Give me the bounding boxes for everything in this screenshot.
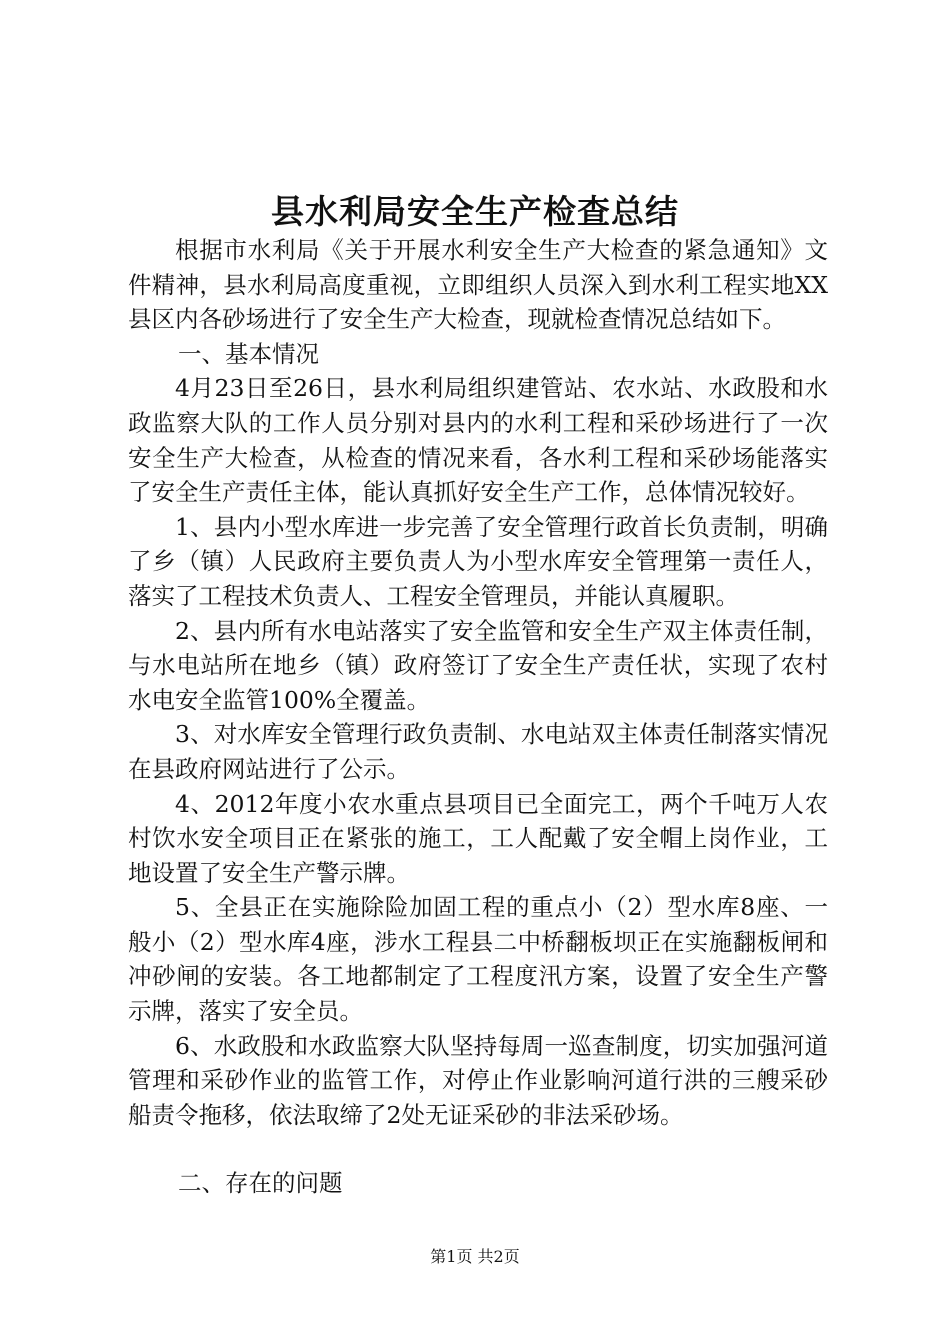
- page-footer: 第1页 共2页: [430, 1247, 520, 1266]
- basic-situation-paragraph: 4月23日至26日，县水利局组织建管站、农水站、水政股和水政监察大队的工作人员分别对县内的水利工程和采砂场进行了一次安全生产大检查，从检查的情况来看，各水利工程和采砂场能落实了安全生产责任主体，能认真抓好安全生产工作，总体情况较好。: [128, 374, 828, 507]
- item-3-paragraph: 3、对水库安全管理行政负责制、水电站双主体责任制落实情况在县政府网站进行了公示。: [128, 720, 828, 783]
- document-title: 县水利局安全生产检查总结: [271, 192, 679, 231]
- item-4-paragraph: 4、2012年度小农水重点县项目已全面完工，两个千吨万人农村饮水安全项目正在紧张的施工，工人配戴了安全帽上岗作业，工地设置了安全生产警示牌。: [128, 789, 828, 887]
- document-body: [128, 233, 828, 1201]
- item-6-paragraph: 6、水政股和水政监察大队坚持每周一巡查制度，切实加强河道管理和采砂作业的监管工作，对停止作业影响河道行洪的三艘采砂船责令拖移，依法取缔了2处无证采砂的非法采砂场。: [128, 1031, 828, 1129]
- section-heading-basic-situation: 一、基本情况: [178, 339, 319, 368]
- section-heading-problems: 二、存在的问题: [178, 1169, 343, 1198]
- item-5-paragraph: 5、全县正在实施除险加固工程的重点小（2）型水库8座、一般小（2）型水库4座，涉水工程县二中桥翻板坝正在实施翻板闸和冲砂闸的安装。各工地都制定了工程度汛方案，设置了安全生产警示牌，落实了安全员。: [128, 893, 828, 1026]
- item-1-paragraph: 1、县内小型水库进一步完善了安全管理行政首长负责制，明确了乡（镇）人民政府主要负责人为小型水库安全管理第一责任人，落实了工程技术负责人、工程安全管理员，并能认真履职。: [128, 512, 828, 610]
- intro-paragraph: 根据市水利局《关于开展水利安全生产大检查的紧急通知》文件精神，县水利局高度重视，立即组织人员深入到水利工程实地XX县区内各砂场进行了安全生产大检查，现就检查情况总结如下。: [128, 236, 828, 334]
- item-2-paragraph: 2、县内所有水电站落实了安全监管和安全生产双主体责任制，与水电站所在地乡（镇）政府签订了安全生产责任状，实现了农村水电安全监管100%全覆盖。: [128, 616, 828, 714]
